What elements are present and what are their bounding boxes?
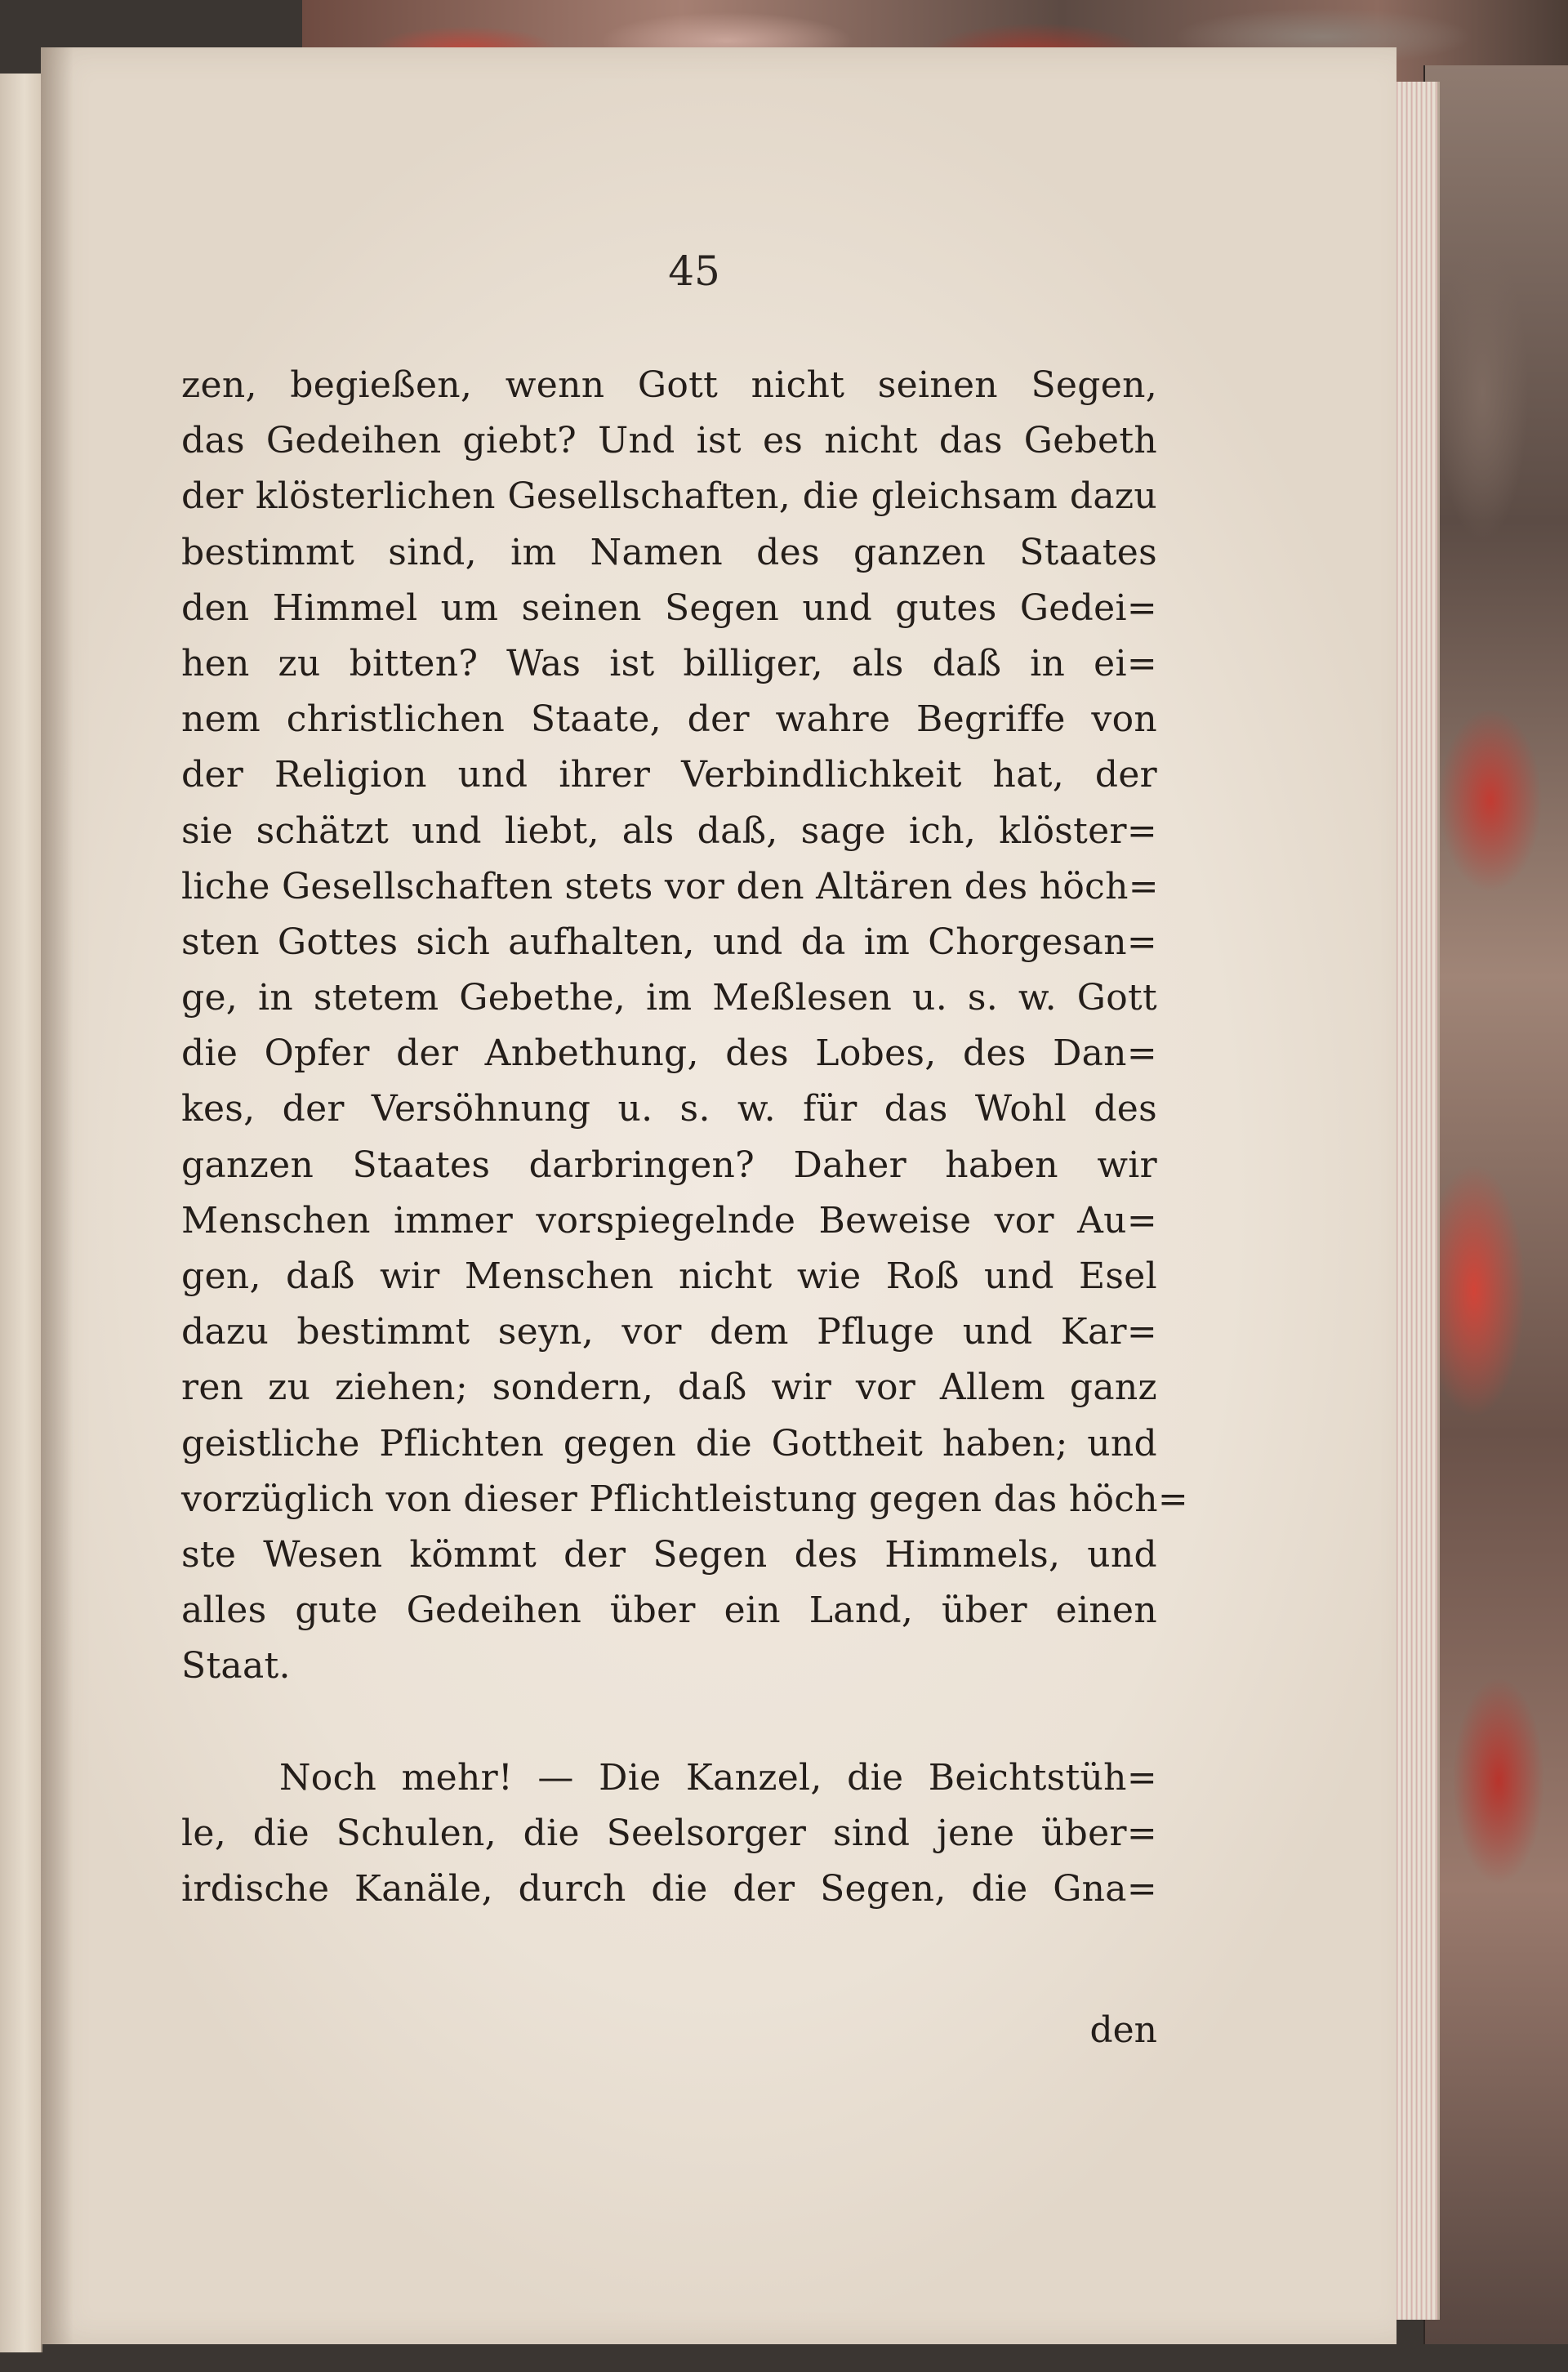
text-line: dazu bestimmt seyn, vor dem Pfluge und Kar=	[181, 1311, 1157, 1353]
text-line: zen, begießen, wenn Gott nicht seinen Segen,	[181, 364, 1157, 406]
text-line: vorzüglich von dieser Pflichtleistung gegen das höch=	[181, 1478, 1189, 1520]
text-line: Noch mehr! — Die Kanzel, die Beichtstüh=	[279, 1756, 1157, 1799]
text-line: liche Gesellschaften stets vor den Altären des höch=	[181, 865, 1159, 907]
text-line: alles gute Gedeihen über ein Land, über einen	[181, 1590, 1157, 1632]
text-line: gen, daß wir Menschen nicht wie Roß und Esel	[181, 1255, 1157, 1297]
book-page	[41, 47, 1396, 2344]
text-line: sten Gottes sich aufhalten, und da im Chorgesan=	[181, 921, 1157, 963]
text-line: nem christlichen Staate, der wahre Begriffe von	[181, 698, 1157, 741]
marbled-cover-right	[1423, 65, 1568, 2344]
text-line: irdische Kanäle, durch die der Segen, die Gna=	[181, 1867, 1157, 1910]
gutter-shadow	[41, 47, 74, 2344]
text-line: ste Wesen kömmt der Segen des Himmels, und	[181, 1533, 1157, 1576]
text-line: das Gedeihen giebt? Und ist es nicht das Gebeth	[181, 420, 1157, 462]
text-line: le, die Schulen, die Seelsorger sind jene über=	[181, 1812, 1157, 1854]
text-line: die Opfer der Anbethung, des Lobes, des Dan=	[181, 1032, 1157, 1075]
text-line: geistliche Pflichten gegen die Gottheit haben; und	[181, 1422, 1157, 1465]
text-line: hen zu bitten? Was ist billiger, als daß in ei=	[181, 642, 1157, 684]
text-line: ren zu ziehen; sondern, daß wir vor Allem ganz	[181, 1367, 1157, 1409]
catchword: den	[1089, 2009, 1157, 2051]
body-text	[181, 358, 1189, 1917]
paragraph-2	[181, 1750, 1157, 1918]
page-number: 45	[668, 247, 720, 295]
text-line: ge, in stetem Gebethe, im Meßlesen u. s. w. Gott	[181, 977, 1157, 1019]
text-line: ganzen Staates darbringen? Daher haben wir	[181, 1144, 1157, 1186]
text-line: Staat.	[181, 1645, 291, 1688]
left-page-edge	[0, 74, 42, 2352]
text-line: kes, der Versöhnung u. s. w. für das Wohl des	[181, 1088, 1157, 1130]
text-line: sie schätzt und liebt, als daß, sage ich, klöster=	[181, 809, 1157, 852]
text-line: der Religion und ihrer Verbindlichkeit hat, der	[181, 754, 1157, 796]
text-line: Menschen immer vorspiegelnde Beweise vor Au=	[181, 1199, 1157, 1242]
paragraph-1	[181, 358, 1189, 1695]
text-line: bestimmt sind, im Namen des ganzen Staates	[181, 531, 1157, 573]
text-line: den Himmel um seinen Segen und gutes Gedei=	[181, 586, 1157, 629]
text-line: der klösterlichen Gesellschaften, die gleichsam dazu	[181, 475, 1157, 518]
paragraph-gap	[181, 1695, 1157, 1750]
